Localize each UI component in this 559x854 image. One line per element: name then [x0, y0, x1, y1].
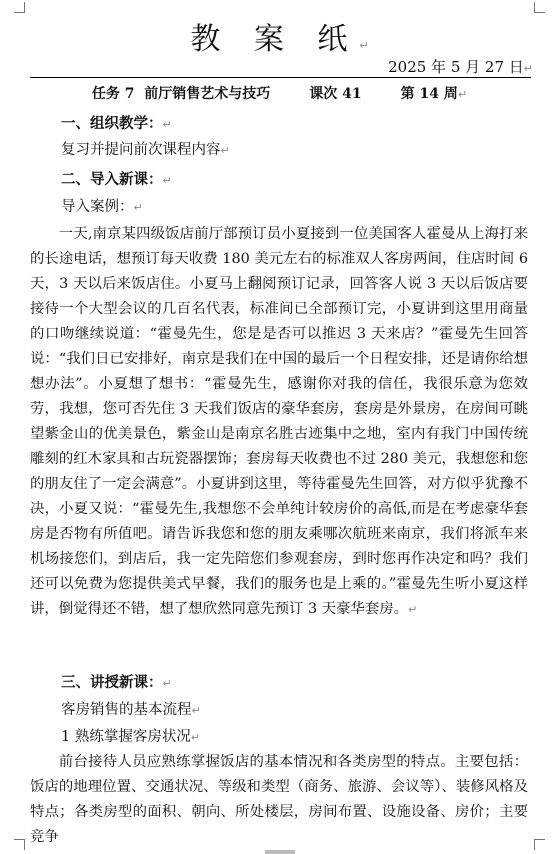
crop-mark-bottom-left — [14, 839, 25, 850]
section-heading-2: 二、导入新课：↵ — [61, 171, 172, 188]
crop-mark-top-left — [14, 2, 25, 13]
header-rule — [30, 77, 531, 78]
section-heading-3: 三、讲授新课：↵ — [61, 674, 172, 691]
section-text-1: 复习并提问前次课程内容↵ — [61, 142, 230, 158]
crop-mark-top-right — [534, 2, 545, 13]
section-text-2: 导入案例：↵ — [61, 199, 143, 215]
case-paragraph: 一天,南京某四级饭店前厅部预订员小夏接到一位美国客人霍曼从上海打来的长途电话，想预订每天收费 180 美元左右的标准双人客房两间，住店时间 6 天，3 天以后来饭店住。小夏马上翻阅预订记录，回答客人说 3 天以后饭店要接待一个大型会议的几百名代表，标准间已全部预订完，小夏讲到这里用商量的口吻继续说道：“霍曼先生，您是是否可以推迟 3 天来店？”霍曼先生回答说：“我们日已安排好，南京是我们在中国的最后一个日程安排，还是请你给想想办法”。小夏想了想书：“霍曼先生，感谢你对我的信任，我很乐意为您效劳，我想，您可否先住 3 天我们饭店的豪华套房，套房是外景房，在房间可眺望紫金山的优美景色，紫金山是南京名胜古迹集中之地，室内有我门中国传统雕刻的红木家具和古玩瓷器摆饰；套房每天收费也不过 280 美元，我想您和您的朋友住了一定会满意”。小夏讲到这里，等待霍曼先生回答，对方似乎犹豫不决，小夏又说：“霍曼先生,我想您不会单纯计较房价的高低,而是在考虑豪华套房是否物有所值吧。请告诉我您和您的朋友乘哪次航班来南京，我们将派车来机场接您们，到店后，我一定先陪您们参观套房，到时您再作决定和吗？我们还可以免费为您提供美式早餐，我们的服务也是上乘的。”霍曼先生听小夏这样讲，倒觉得还不错，想了想欣然同意先预订 3 天豪华套房。↵ — [30, 226, 528, 617]
task-line: 任务 7 前厅销售艺术与技巧 课次 41 第 14 周↵ — [91, 86, 468, 102]
crop-mark-bottom-right — [534, 839, 545, 850]
section-text-3a: 客房销售的基本流程↵ — [61, 702, 201, 718]
section-heading-1: 一、组织教学：↵ — [61, 115, 172, 132]
section-text-3b: 1 熟练掌握客房状况↵ — [61, 729, 201, 745]
page-number-stub — [265, 850, 295, 854]
document-title: 教 案 纸↵ — [190, 22, 369, 57]
section-paragraph-3: 前台接待人员应熟练掌握饭店的基本情况和各类房型的特点。主要包括：饭店的地理位置、交通状况、等级和类型（商务、旅游、会议等）、装修风格及特点；各类房型的面积、朝向、所处楼层，房间布置、设施设备、房价；主要竞争 — [30, 754, 528, 845]
document-date: 2025 年 5 月 27 日↵ — [388, 58, 533, 76]
